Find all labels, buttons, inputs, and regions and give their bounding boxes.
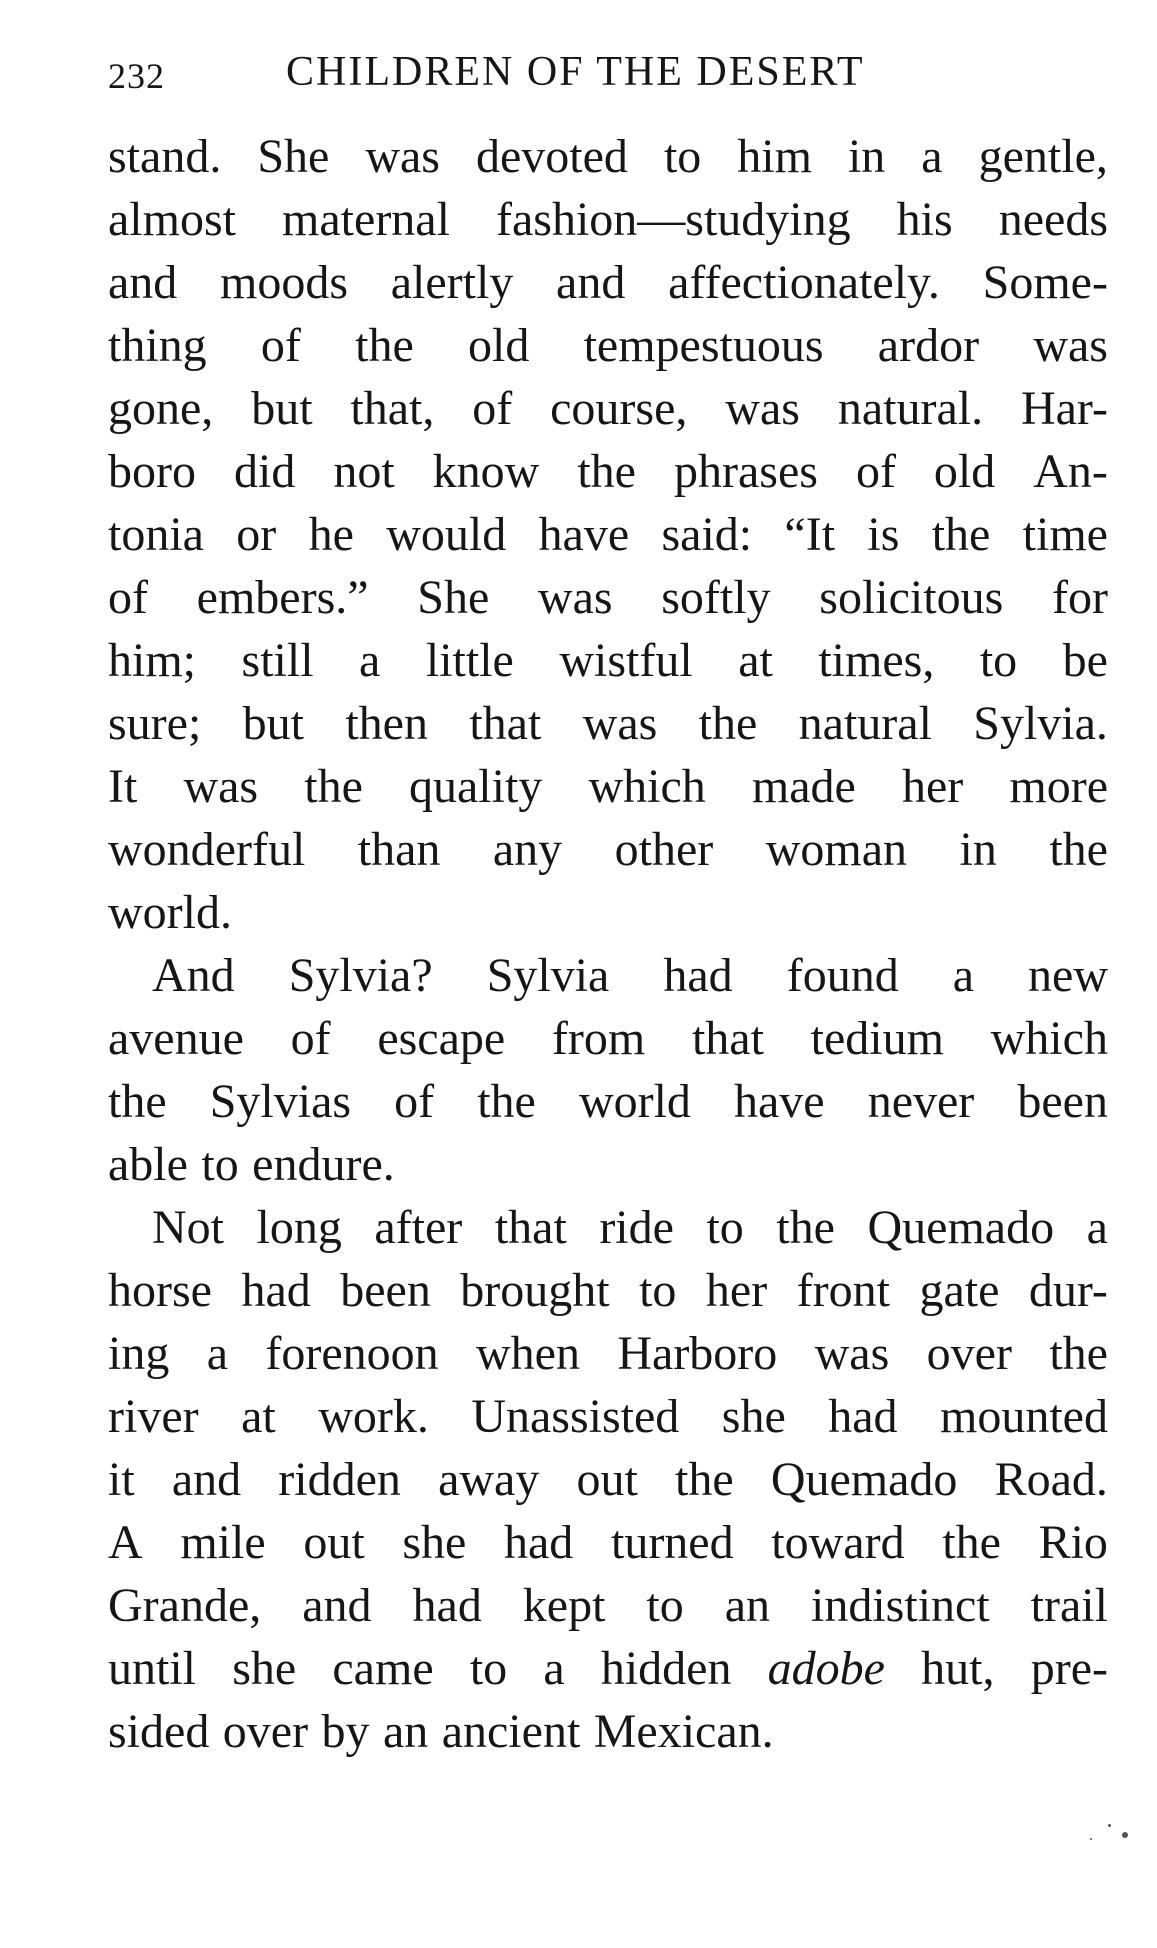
text-line: of embers.” She was softly solicitous for [108, 571, 1108, 624]
text-line: the Sylvias of the world have never been [108, 1075, 1108, 1128]
text-line: able to endure. [108, 1138, 395, 1191]
body-text [108, 125, 1108, 1763]
scan-speck [1108, 1824, 1111, 1827]
text-line: avenue of escape from that tedium which [108, 1012, 1108, 1065]
text-line: A mile out she had turned toward the Rio [108, 1516, 1108, 1569]
text-line: him; still a little wistful at times, to be [108, 634, 1108, 687]
running-head [108, 42, 1108, 102]
text-line: almost maternal fashion—studying his needs [108, 193, 1108, 246]
text-line: horse had been brought to her front gate dur- [108, 1264, 1108, 1317]
text-line: sided over by an ancient Mexican. [108, 1705, 774, 1758]
text-line: sure; but then that was the natural Sylvia. [108, 697, 1108, 750]
text-line: stand. She was devoted to him in a gentle, [108, 130, 1108, 183]
page-number: 232 [108, 56, 165, 96]
text-line: wonderful than any other woman in the [108, 823, 1108, 876]
text-line: thing of the old tempestuous ardor was [108, 319, 1108, 372]
scan-speck [1090, 1838, 1092, 1840]
text-line: until she came to a hidden adobe hut, pre- [108, 1642, 1108, 1695]
text-line: And Sylvia? Sylvia had found a new [152, 949, 1108, 1002]
text-line: Not long after that ride to the Quemado a [152, 1201, 1108, 1254]
text-line: ing a forenoon when Harboro was over the [108, 1327, 1108, 1380]
text-line: It was the quality which made her more [108, 760, 1108, 813]
scan-speck [1122, 1832, 1128, 1838]
text-line: world. [108, 886, 232, 939]
text-line: gone, but that, of course, was natural. Har- [108, 382, 1108, 435]
text-line: Grande, and had kept to an indistinct trail [108, 1579, 1108, 1632]
text-line: and moods alertly and affectionately. Some- [108, 256, 1108, 309]
text-line: river at work. Unassisted she had mounted [108, 1390, 1108, 1443]
text-line: boro did not know the phrases of old An- [108, 445, 1108, 498]
book-title: CHILDREN OF THE DESERT [286, 49, 865, 95]
text-line: tonia or he would have said: “It is the time [108, 508, 1108, 561]
text-line: it and ridden away out the Quemado Road. [108, 1453, 1108, 1506]
